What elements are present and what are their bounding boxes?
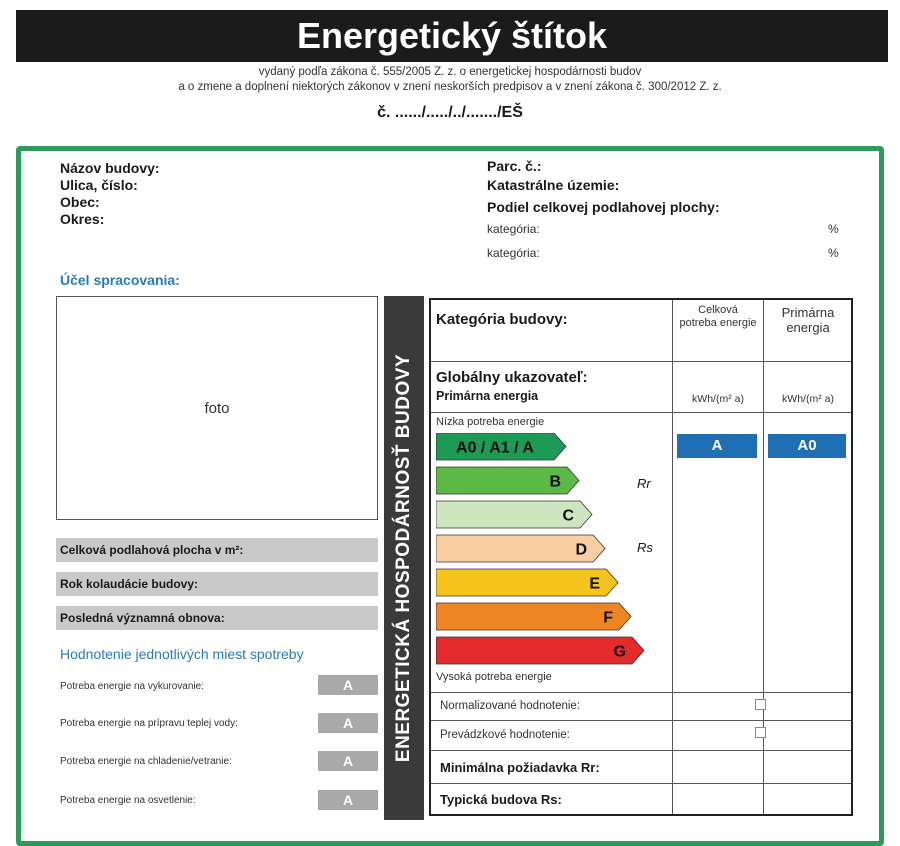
category-1-label: kategória: (487, 222, 540, 236)
rr-marker: Rr (637, 476, 651, 491)
primary-energy-header: Primárna energia (781, 305, 835, 335)
vertical-label: ENERGETICKÁ HOSPODÁRNOSŤ BUDOVY (393, 353, 414, 763)
building-name-label: Názov budovy: (60, 160, 160, 176)
energy-class-label: D (575, 541, 587, 559)
purpose-label: Účel spracovania: (60, 272, 180, 288)
global-indicator-label: Globálny ukazovateľ: (436, 369, 588, 386)
consumption-heading: Hodnotenie jednotlivých miest spotreby (60, 646, 304, 662)
subtitle-line-2: a o zmene a doplnení niektorých zákonov v znení neskorších predpisov a v znení zákona č. 300/2012 Z. z. (178, 81, 722, 93)
energy-class-label: G (613, 643, 626, 661)
document-title: Energetický štítok (16, 10, 888, 62)
rs-marker: Rs (637, 540, 653, 555)
district-label: Okres: (60, 211, 105, 227)
row-divider-2 (431, 412, 851, 413)
lighting-grade: A (318, 790, 378, 810)
energy-class-label: E (589, 575, 600, 593)
photo-placeholder (56, 296, 378, 520)
row-divider-3 (431, 692, 851, 693)
primary-energy-rating: A0 (768, 434, 846, 458)
operational-rating-label: Prevádzkové hodnotenie: (440, 729, 570, 741)
energy-class-label: A0 / A1 / A (456, 439, 534, 457)
document-number: č. ....../...../../......./EŠ (377, 104, 523, 121)
operational-rating-checkbox[interactable] (755, 727, 766, 738)
energy-class-label: F (603, 609, 613, 627)
row-divider-6 (431, 783, 851, 784)
vertical-label-band (384, 296, 424, 820)
typical-building-label: Typická budova Rs: (440, 792, 562, 807)
floor-share-label: Podiel celkovej podlahovej plochy: (487, 199, 720, 215)
total-energy-rating: A (677, 434, 757, 458)
hot-water-label: Potreba energie na prípravu teplej vody: (60, 718, 238, 729)
low-demand-label: Nízka potreba energie (436, 416, 545, 428)
high-demand-label: Vysoká potreba energie (436, 671, 552, 683)
row-divider-5 (431, 750, 851, 751)
energy-class-label: C (562, 507, 574, 525)
approval-year-bar: Rok kolaudácie budovy: (56, 572, 378, 596)
cooling-grade: A (318, 751, 378, 771)
category-1-percent: % (828, 222, 839, 236)
column-divider-1 (672, 300, 673, 814)
row-divider-1 (431, 361, 851, 362)
unit-total: kWh/(m² a) (692, 393, 744, 405)
last-renovation-bar: Posledná významná obnova: (56, 606, 378, 630)
energy-class-arrow (436, 603, 631, 630)
category-label: Kategória budovy: (436, 311, 568, 328)
cadastre-label: Katastrálne územie: (487, 177, 620, 193)
normalized-rating-label: Normalizované hodnotenie: (440, 700, 581, 712)
hot-water-grade: A (318, 713, 378, 733)
lighting-label: Potreba energie na osvetlenie: (60, 795, 196, 806)
row-divider-4 (431, 720, 851, 721)
total-energy-header: Celková potreba energie (679, 304, 757, 329)
unit-primary: kWh/(m² a) (782, 393, 834, 405)
energy-class-arrows (436, 433, 668, 673)
street-label: Ulica, číslo: (60, 177, 138, 193)
floor-area-bar: Celková podlahová plocha v m²: (56, 538, 378, 562)
heating-grade: A (318, 675, 378, 695)
global-indicator-sub: Primárna energia (436, 389, 539, 403)
normalized-rating-checkbox[interactable] (755, 699, 766, 710)
category-2-percent: % (828, 246, 839, 260)
heating-label: Potreba energie na vykurovanie: (60, 681, 204, 692)
cooling-label: Potreba energie na chladenie/vetranie: (60, 756, 232, 767)
energy-class-label: B (549, 473, 561, 491)
subtitle-line-1: vydaný podľa zákona č. 555/2005 Z. z. o energetickej hospodárnosti budov (258, 66, 642, 78)
city-label: Obec: (60, 194, 100, 210)
minimum-requirement-label: Minimálna požiadavka Rr: (440, 760, 600, 775)
parcel-label: Parc. č.: (487, 158, 542, 174)
category-2-label: kategória: (487, 246, 540, 260)
photo-label: foto (204, 400, 230, 417)
